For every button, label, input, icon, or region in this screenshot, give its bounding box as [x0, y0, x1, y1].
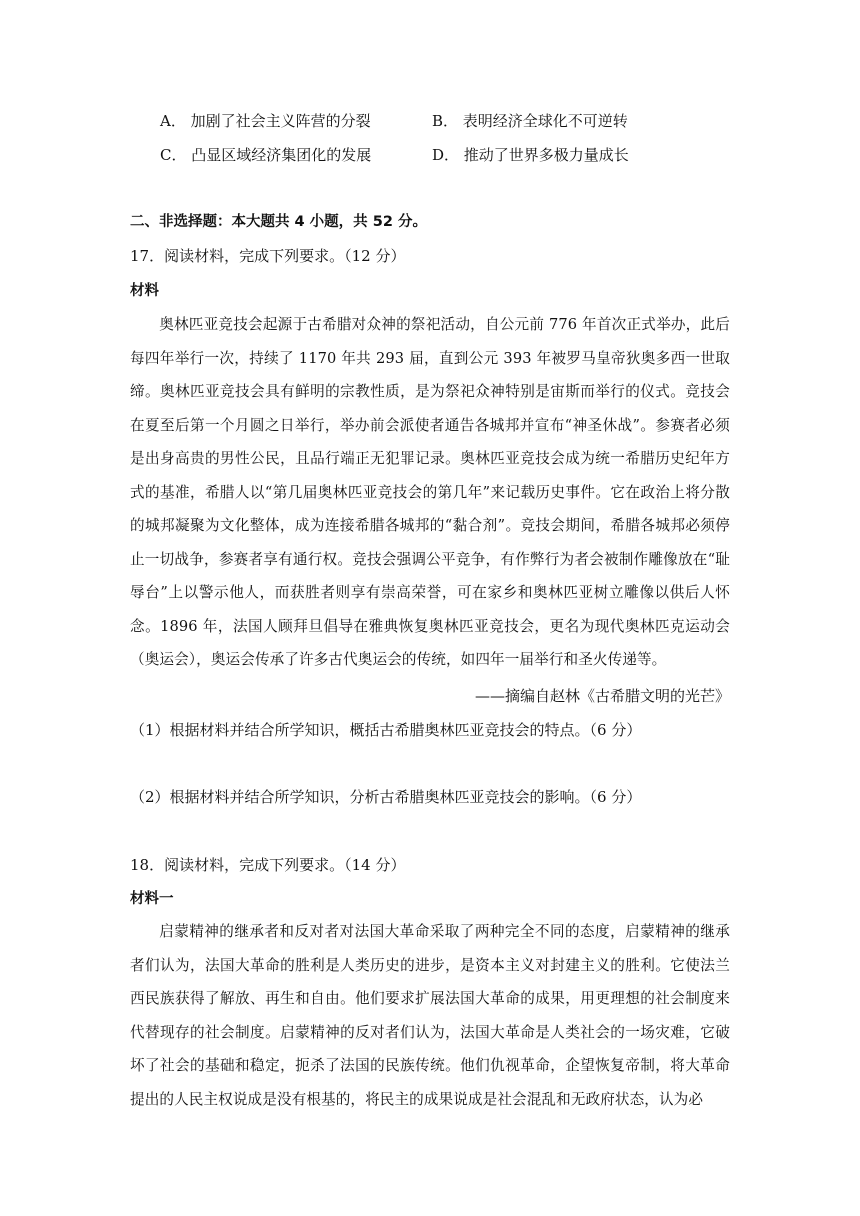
question-17-material-text: 奥林匹亚竞技会起源于古希腊对众神的祭祀活动，自公元前 776 年首次正式举办，此后每四年举行一次，持续了 1170 年共 293 届，直到公元 393 年被罗马皇帝狄奥多西一世取缔。奥林匹亚竞技会具有鲜明的宗教性质，是为祭祀众神特别是宙斯而举行的仪式。竞技会在夏至后第一个月圆之日举行，举办前会派使者通告各城邦并宣布“神圣休战”。参赛者必须是出身高贵的男性公民，且品行端正无犯罪记录。奥林匹亚竞技会成为统一希腊历史纪年方式的基准，希腊人以“第几届奥林匹亚竞技会的第几年”来记载历史事件。它在政治上将分散的城邦凝聚为文化整体，成为连接希腊各城邦的“黏合剂”。竞技会期间，希腊各城邦必须停止一切战争，参赛者享有通行权。竞技会强调公平竞争，有作弊行为者会被制作雕像放在“耻辱台”上以警示他人，而获胜者则享有崇高荣誉，可在家乡和奥林匹亚树立雕像以供后人怀念。1896 年，法国人顾拜旦倡导在雅典恢复奥林匹亚竞技会，更名为现代奥林匹克运动会（奥运会），奥运会传承了许多古代奥运会的传统，如四年一届举行和圣火传递等。	[130, 316, 730, 668]
question-17-material-label: 材料	[130, 283, 159, 299]
section-heading: 二、非选择题：本大题共 4 小题，共 52 分。	[130, 214, 427, 230]
option-c[interactable]: C． 凸显区域经济集团化的发展	[160, 146, 372, 164]
question-18-material-text: 启蒙精神的继承者和反对者对法国大革命采取了两种完全不同的态度，启蒙精神的继承者们认为，法国大革命的胜利是人类历史的进步，是资本主义对封建主义的胜利。它使法兰西民族获得了解放、再生和自由。他们要求扩展法国大革命的成果，用更理想的社会制度来代替现存的社会制度。启蒙精神的反对者们认为，法国大革命是人类社会的一场灾难，它破坏了社会的基础和稳定，扼杀了法国的民族传统。他们仇视革命，企望恢复帝制，将大革命提出的人民主权说成是没有根基的，将民主的成果说成是社会混乱和无政府状态，认为必	[130, 923, 730, 1108]
option-b[interactable]: B． 表明经济全球化不可逆转	[432, 112, 628, 130]
options-row-1	[160, 111, 628, 131]
question-17-source: ——摘编自赵林《古希腊文明的光芒》	[474, 687, 730, 705]
question-17-sub-2: （2）根据材料并结合所学知识，分析古希腊奥林匹亚竞技会的影响。（6 分）	[130, 788, 642, 806]
options-row-2	[160, 145, 629, 165]
question-18-prompt: 18．阅读材料，完成下列要求。（14 分）	[130, 856, 406, 874]
question-17-prompt: 17．阅读材料，完成下列要求。（12 分）	[130, 247, 406, 265]
question-17-sub-1: （1）根据材料并结合所学知识，概括古希腊奥林匹亚竞技会的特点。（6 分）	[130, 721, 642, 739]
option-a[interactable]: A． 加剧了社会主义阵营的分裂	[160, 112, 371, 130]
option-d[interactable]: D． 推动了世界多极力量成长	[432, 146, 629, 164]
question-18-material-label: 材料一	[130, 891, 174, 907]
